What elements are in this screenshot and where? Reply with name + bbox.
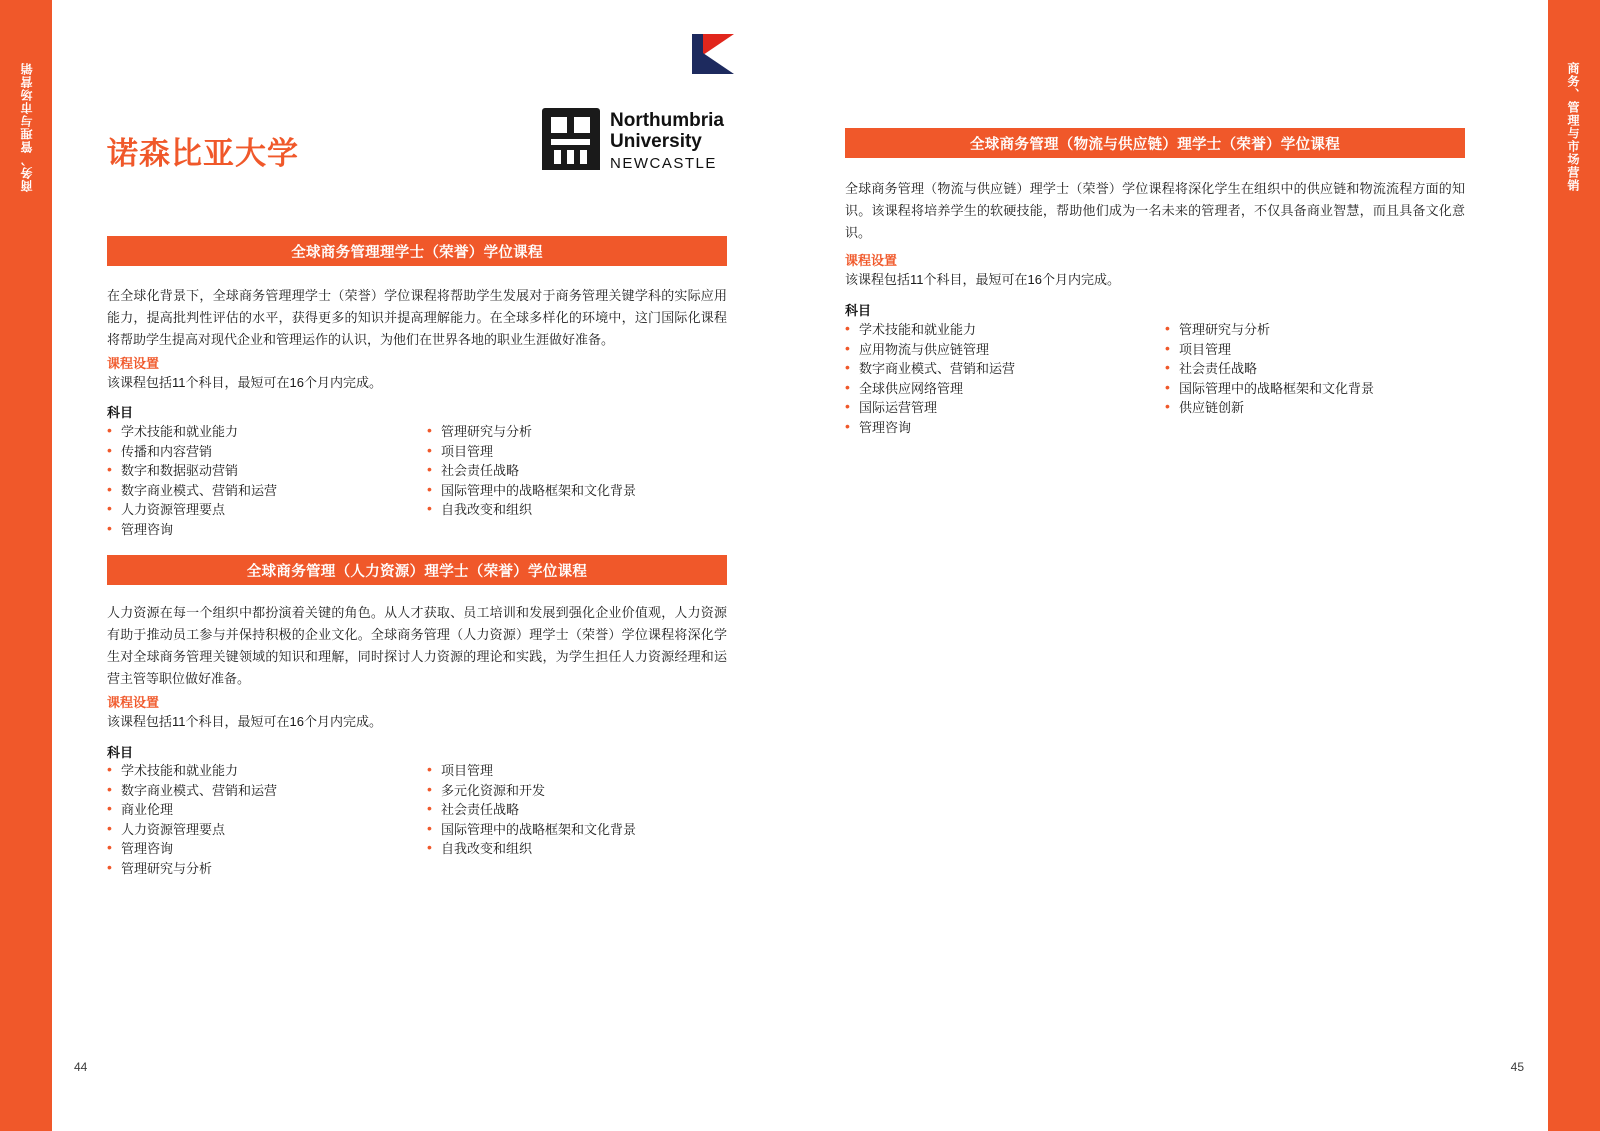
- list-item: • 数字商业模式、营销和运营: [107, 481, 427, 501]
- list-item: • 全球供应网络管理: [845, 379, 1165, 399]
- edge-tab-right-label: 商务、管理与市场营销: [1566, 62, 1580, 192]
- programme-title-bar-2: 全球商务管理（人力资源）理学士（荣誉）学位课程: [107, 555, 727, 585]
- list-item: • 数字商业模式、营销和运营: [845, 359, 1165, 379]
- edge-tab-left-label: 商务、管理与市场营销: [20, 62, 34, 192]
- list-item: • 国际管理中的战略框架和文化背景: [427, 820, 727, 840]
- programme-description-3: 全球商务管理（物流与供应链）理学士（荣誉）学位课程将深化学生在组织中的供应链和物流流程方面的知识。该课程将培养学生的软硬技能，帮助他们成为一名未来的管理者，不仅具备商业智慧，而且具备文化意识。: [845, 181, 1465, 240]
- course-setup-label-3: 课程设置: [845, 253, 898, 268]
- course-setup-label-1: 课程设置: [107, 356, 160, 371]
- course-setup-label-2: 课程设置: [107, 695, 160, 710]
- list-item: • 人力资源管理要点: [107, 820, 427, 840]
- list-item: • 自我改变和组织: [427, 839, 727, 859]
- list-item: • 项目管理: [427, 442, 727, 462]
- list-item: • 社会责任战略: [427, 800, 727, 820]
- subjects-label-2: 科目: [107, 745, 134, 760]
- shield-crest-icon: [542, 108, 600, 170]
- list-item: • 传播和内容营销: [107, 442, 427, 462]
- list-item: • 应用物流与供应链管理: [845, 340, 1165, 360]
- list-item: • 国际管理中的战略框架和文化背景: [427, 481, 727, 501]
- page-left: [52, 0, 800, 1131]
- list-item: • 管理研究与分析: [427, 422, 727, 442]
- course-setup-text-3: 该课程包括11个科目，最短可在16个月内完成。: [845, 272, 1120, 287]
- list-item: • 数字商业模式、营销和运营: [107, 781, 427, 801]
- list-item: • 项目管理: [427, 761, 727, 781]
- list-item: • 多元化资源和开发: [427, 781, 727, 801]
- programme-title-bar-1: 全球商务管理理学士（荣誉）学位课程: [107, 236, 727, 266]
- partner-logo-line2: University: [610, 131, 702, 152]
- list-item: • 管理咨询: [107, 839, 427, 859]
- page-number-right: 45: [1510, 1060, 1524, 1074]
- subjects-list-1-col2: [427, 422, 727, 520]
- list-item: • 学术技能和就业能力: [845, 320, 1165, 340]
- partner-logo-line1: Northumbria: [610, 110, 724, 131]
- subjects-list-1-col1: [107, 422, 427, 539]
- list-item: • 管理咨询: [107, 520, 427, 540]
- programme-title-bar-3: 全球商务管理（物流与供应链）理学士（荣誉）学位课程: [845, 128, 1465, 158]
- programme-description-1: 在全球化背景下，全球商务管理理学士（荣誉）学位课程将帮助学生发展对于商务管理关键学科的实际应用能力，提高批判性评估的水平，获得更多的知识并提高理解能力。在全球多样化的环境中，这门国际化课程将帮助学生提高对现代企业和管理运作的认识，为他们在世界各地的职业生涯做好准备。: [107, 288, 727, 347]
- subjects-list-2-col1: [107, 761, 427, 878]
- partner-logo: [542, 108, 727, 183]
- list-item: • 商业伦理: [107, 800, 427, 820]
- programme-description-2: 人力资源在每一个组织中都扮演着关键的角色。从人才获取、员工培训和发展到强化企业价值观，人力资源有助于推动员工参与并保持积极的企业文化。全球商务管理（人力资源）理学士（荣誉）学位课程将深化学生对全球商务管理关键领域的知识和理解，同时探讨人力资源的理论和实践，为学生担任人力资源经理和运营主管等职位做好准备。: [107, 605, 727, 686]
- list-item: • 国际管理中的战略框架和文化背景: [1165, 379, 1485, 399]
- list-item: • 管理咨询: [845, 418, 1165, 438]
- list-item: • 自我改变和组织: [427, 500, 727, 520]
- page-right: [800, 0, 1548, 1131]
- list-item: • 管理研究与分析: [1165, 320, 1485, 340]
- page-title: 诺森比亚大学: [107, 136, 299, 171]
- partner-logo-line3: NEWCASTLE: [610, 155, 717, 172]
- subjects-list-2-col2: [427, 761, 727, 859]
- list-item: • 学术技能和就业能力: [107, 422, 427, 442]
- list-item: • 社会责任战略: [1165, 359, 1485, 379]
- list-item: • 管理研究与分析: [107, 859, 427, 879]
- list-item: • 项目管理: [1165, 340, 1485, 360]
- list-item: • 社会责任战略: [427, 461, 727, 481]
- course-setup-text-2: 该课程包括11个科目，最短可在16个月内完成。: [107, 714, 382, 729]
- subjects-list-3-col1: [845, 320, 1165, 437]
- subjects-list-3-col2: [1165, 320, 1485, 418]
- list-item: • 国际运营管理: [845, 398, 1165, 418]
- page-number-left: 44: [74, 1060, 88, 1074]
- list-item: • 供应链创新: [1165, 398, 1485, 418]
- kaplan-k-logo: [692, 34, 734, 74]
- list-item: • 人力资源管理要点: [107, 500, 427, 520]
- subjects-label-1: 科目: [107, 405, 134, 420]
- list-item: • 数字和数据驱动营销: [107, 461, 427, 481]
- subjects-label-3: 科目: [845, 303, 872, 318]
- list-item: • 学术技能和就业能力: [107, 761, 427, 781]
- spread-content: [52, 0, 1548, 1131]
- course-setup-text-1: 该课程包括11个科目，最短可在16个月内完成。: [107, 375, 382, 390]
